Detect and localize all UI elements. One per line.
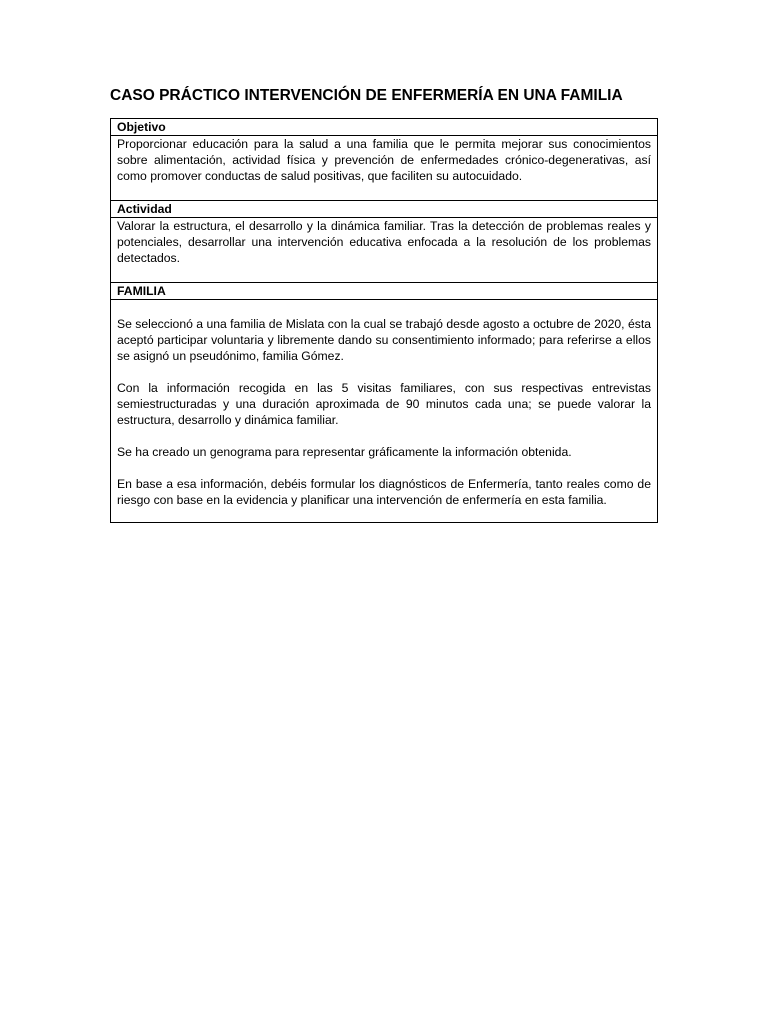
familia-paragraph: En base a esa información, debéis formular los diagnósticos de Enfermería, tanto reales como de riesgo con base en la evidencia y planificar una intervención de enfermería en esta familia. [117,477,651,507]
familia-heading: FAMILIA [111,283,658,300]
objetivo-heading: Objetivo [111,119,658,136]
familia-paragraph: Se ha creado un genograma para representar gráficamente la información obtenida. [117,445,572,459]
actividad-text: Valorar la estructura, el desarrollo y la dinámica familiar. Tras la detección de problemas reales y potenciales, desarrollar una intervención educativa enfocada a la resolución de los problemas detectados. [111,218,658,283]
case-table [110,118,658,523]
actividad-heading-row [111,201,658,218]
actividad-heading: Actividad [111,201,658,218]
familia-heading-row [111,283,658,300]
familia-body-row [111,300,658,523]
familia-paragraph: Con la información recogida en las 5 visitas familiares, con sus respectivas entrevistas semiestructuradas y una duración aproximada de 90 minutos cada una; se puede valorar la estructura, desarrollo y dinámica familiar. [117,381,651,427]
objetivo-body-row [111,136,658,201]
familia-body [111,300,658,523]
objetivo-heading-row [111,119,658,136]
document-title: CASO PRÁCTICO INTERVENCIÓN DE ENFERMERÍA EN UNA FAMILIA [110,87,623,104]
objetivo-text: Proporcionar educación para la salud a una familia que le permita mejorar sus conocimientos sobre alimentación, actividad física y prevención de enfermedades crónico-degenerativas, así como promover conductas de salud positivas, que faciliten su autocuidado. [111,136,658,201]
actividad-body-row [111,218,658,283]
familia-paragraph: Se seleccionó a una familia de Mislata con la cual se trabajó desde agosto a octubre de 2020, ésta aceptó participar voluntaria y libremente dando su consentimiento informado; para referirse a ellos se asignó un pseudónimo, familia Gómez. [117,317,651,363]
